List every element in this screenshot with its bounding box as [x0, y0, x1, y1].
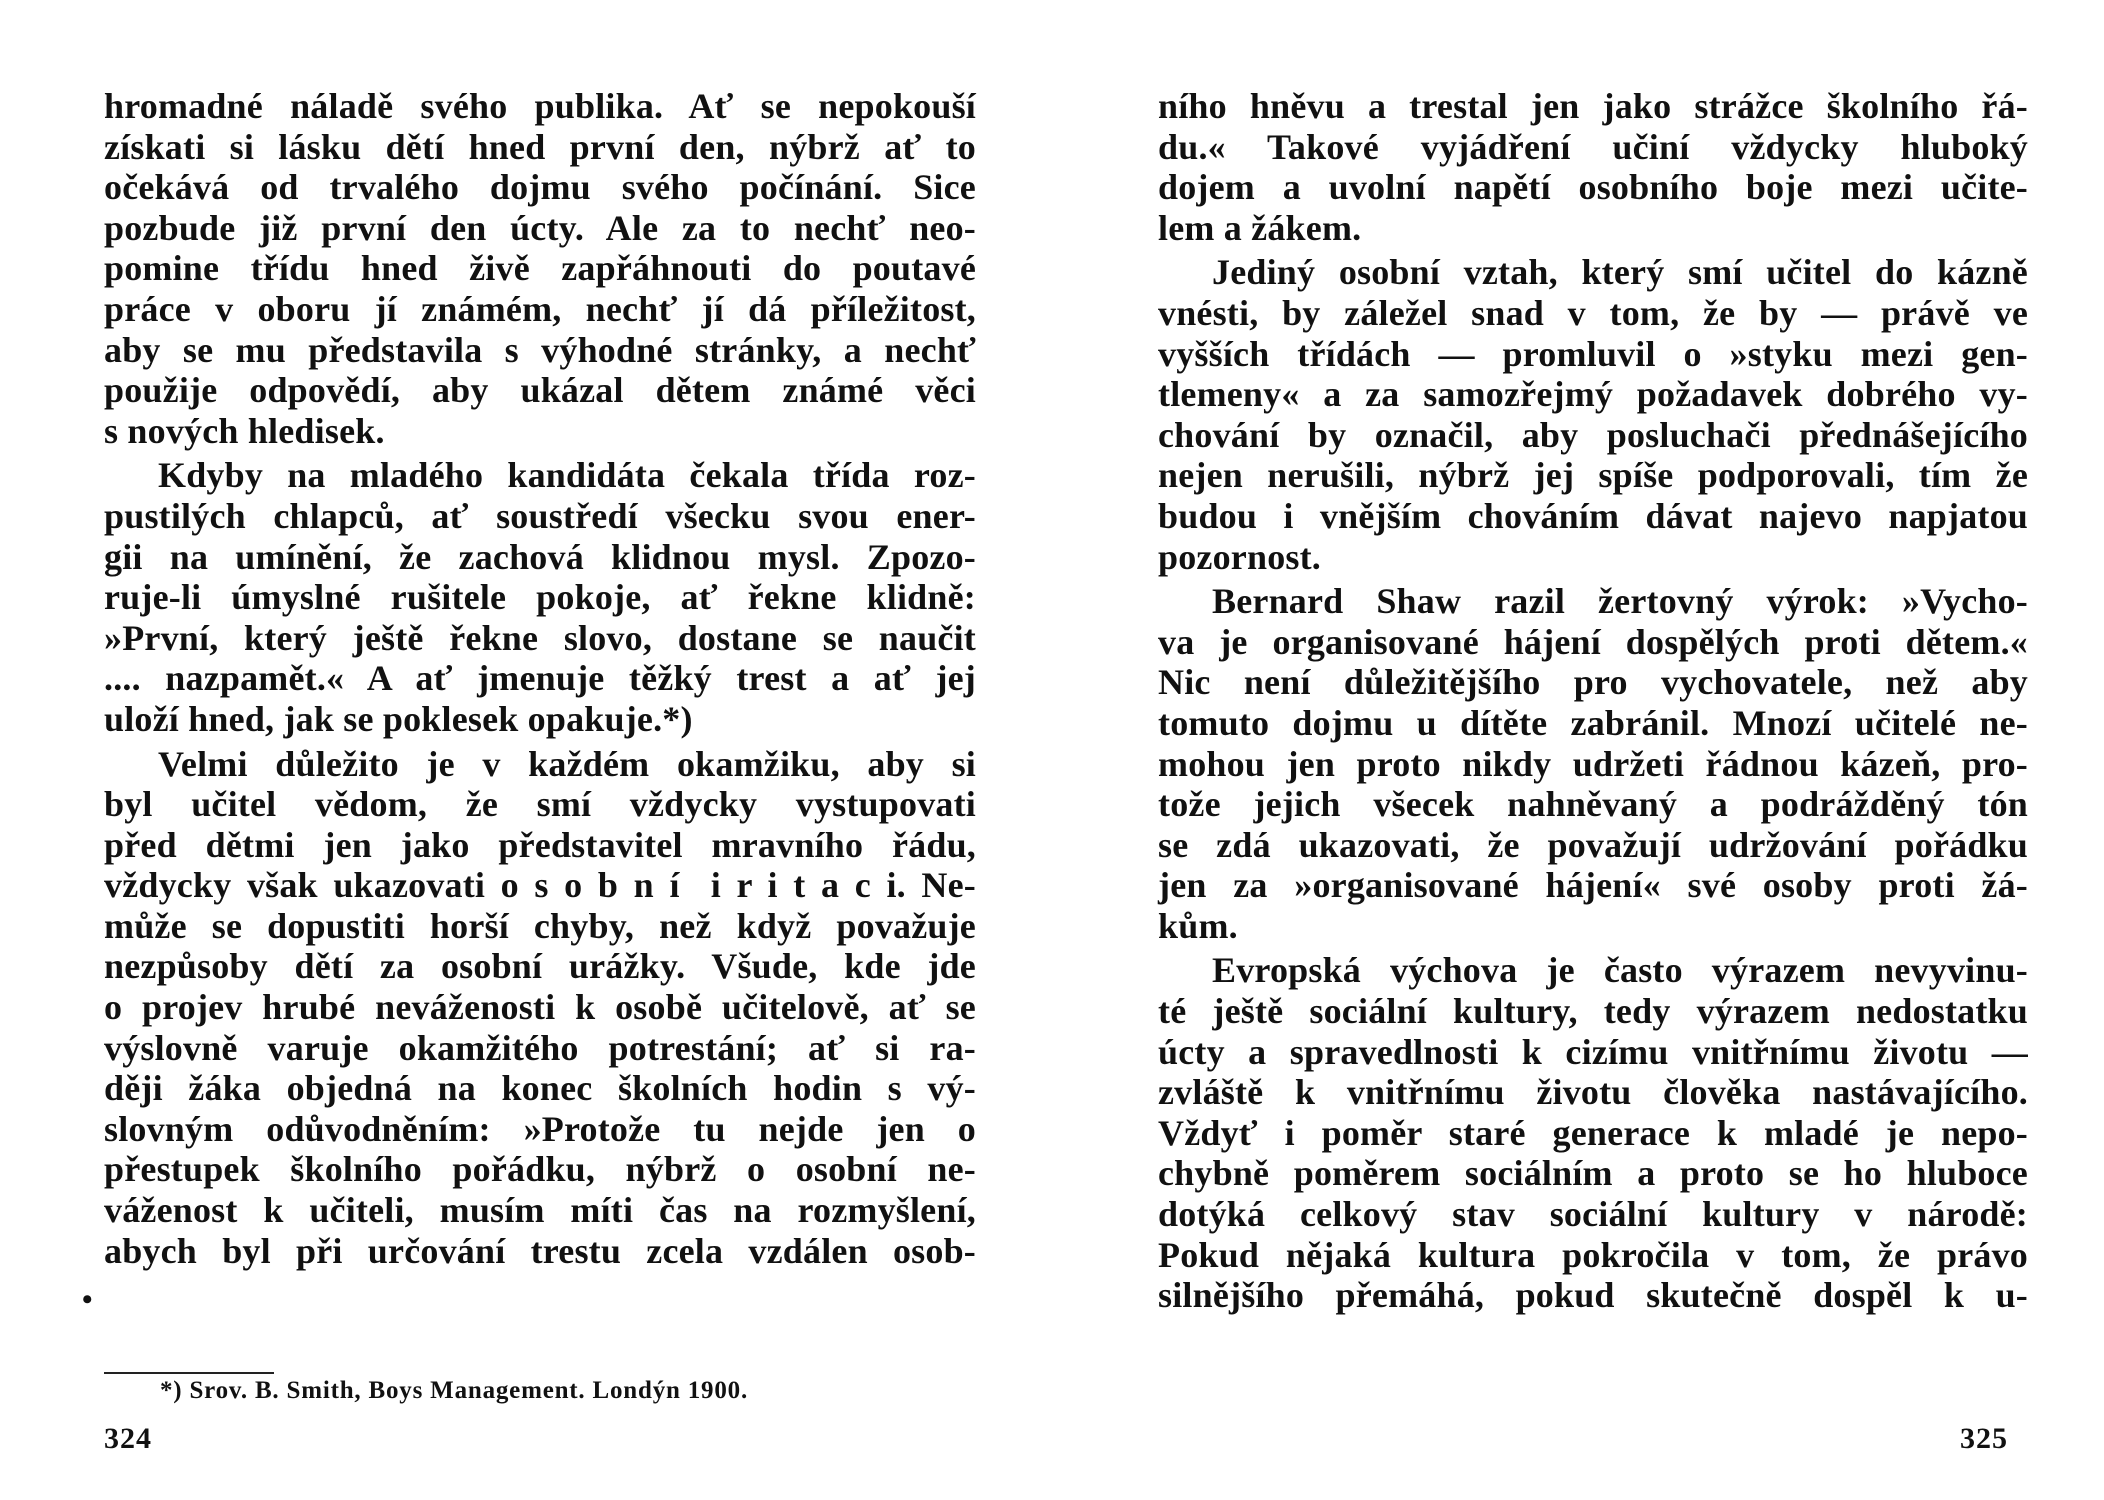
text-line: vnésti, by záležel snad v tom, že by — právě ve: [1158, 292, 2028, 333]
text-line: tože jejich všecek nahněvaný a podrážděný tón: [1158, 784, 2028, 825]
text-line: uloží hned, jak se poklesek opakuje.*): [104, 698, 693, 739]
footnote-divider: [104, 1372, 274, 1374]
text-line: přestupek školního pořádku, nýbrž o osobní ne-: [104, 1149, 976, 1190]
text-line: ruje-li úmyslné rušitele pokoje, ať řekne klidně:: [104, 577, 976, 618]
text-line: může se dopustiti horší chyby, než když považuje: [104, 905, 976, 946]
footnote: *) Srov. B. Smith, Boys Management. Londýn 1900.: [160, 1377, 749, 1404]
text-line: hromadné náladě svého publika. Ať se nepokouší: [104, 86, 976, 126]
text-line: Pokud nějaká kultura pokročila v tom, že právo: [1158, 1234, 2028, 1275]
text-line: získati si lásku dětí hned první den, nýbrž ať to: [104, 126, 976, 167]
text-line: budou i vnějším chováním dávat najevo napjatou: [1158, 495, 2028, 536]
text-line: ději žáka objedná na konec školních hodin s vý-: [104, 1068, 976, 1109]
text-line: Vždyť i poměr staré generace k mladé je nepo-: [1158, 1112, 2028, 1153]
text-line: o projev hrubé neváženosti k osobě učitelově, ať se: [104, 987, 976, 1028]
text-line: gii na umínění, že zachová klidnou mysl. Zpozo-: [104, 536, 976, 577]
text-line: pozbude již první den úcty. Ale za to nechť neo-: [104, 207, 976, 248]
text-line: zvláště k vnitřnímu životu člověka nastávajícího.: [1158, 1072, 2028, 1113]
text-line: aby se mu představila s výhodné stránky, a nechť: [104, 329, 976, 370]
text-line: jen za »organisované hájení« své osoby proti žá-: [1158, 865, 2028, 906]
text-line: slovným odůvodněním: »Protože tu nejde jen o: [104, 1108, 976, 1149]
paragraph-start-line: Evropská výchova je často výrazem nevyvinu-: [1212, 950, 2028, 991]
text-line: pomine třídu hned živě zapřáhnouti do poutavé: [104, 248, 976, 289]
page-number: 325: [1960, 1422, 2008, 1455]
text-line: pustilých chlapců, ať soustředí všecku svou ener-: [104, 495, 976, 536]
text-line: úcty a spravedlnosti k cizímu vnitřnímu životu —: [1158, 1031, 2028, 1072]
text-line: ního hněvu a trestal jen jako strážce školního řá-: [1158, 86, 2028, 126]
text-line: chybně poměrem sociálním a proto se ho hluboce: [1158, 1153, 2028, 1194]
text-line: .... nazpamět.« A ať jmenuje těžký trest a ať jej: [104, 658, 976, 699]
text-line: lem a žákem.: [1158, 207, 1362, 248]
paragraph-start-line: Kdyby na mladého kandidáta čekala třída roz-: [158, 455, 976, 496]
text-line: Nic není důležitějšího pro vychovatele, než aby: [1158, 662, 2028, 703]
text-line: »První, který ještě řekne slovo, dostane se naučit: [104, 617, 976, 658]
text-line: práce v oboru jí známém, nechť jí dá příležitost,: [104, 288, 976, 329]
margin-mark: •: [82, 1283, 93, 1316]
text-line: nejen nerušili, nýbrž jej spíše podporovali, tím že: [1158, 455, 2028, 496]
paragraph-start-line: Bernard Shaw razil žertovný výrok: »Vycho-: [1212, 581, 2028, 622]
page-number: 324: [104, 1422, 152, 1455]
text-line: pozornost.: [1158, 536, 1321, 577]
paragraph-start-line: Velmi důležito je v každém okamžiku, aby si: [158, 743, 976, 784]
text-line: dotýká celkový stav sociální kultury v národě:: [1158, 1194, 2028, 1235]
right-page-text: [1158, 86, 2028, 1316]
text-line: mohou jen proto nikdy udržeti řádnou kázeň, pro-: [1158, 743, 2028, 784]
paragraph-start-line: Jediný osobní vztah, který smí učitel do kázně: [1212, 252, 2028, 293]
text-line: silnějšího přemáhá, pokud skutečně dospěl k u-: [1158, 1275, 2028, 1316]
text-line: tomuto dojmu u dítěte zabránil. Mnozí učitelé ne-: [1158, 702, 2028, 743]
text-line: vždycky však ukazovati o s o b n í i r i t a c i. Ne-: [104, 865, 976, 906]
text-line: očekává od trvalého dojmu svého počínání. Sice: [104, 167, 976, 208]
text-line: váženost k učiteli, musím míti čas na rozmyšlení,: [104, 1190, 976, 1231]
text-line: použije odpovědí, aby ukázal dětem známé věci: [104, 370, 976, 411]
text-line: du.« Takové vyjádření učiní vždycky hluboký: [1158, 126, 2028, 167]
text-line: tlemeny« a za samozřejmý požadavek dobrého vy-: [1158, 374, 2028, 415]
text-line: abych byl při určování trestu zcela vzdálen osob-: [104, 1230, 976, 1271]
text-line: před dětmi jen jako představitel mravního řádu,: [104, 824, 976, 865]
text-line: výslovně varuje okamžitého potrestání; ať si ra-: [104, 1027, 976, 1068]
left-page-text: [104, 86, 976, 1271]
text-line: chování by označil, aby posluchači přednášejícího: [1158, 414, 2028, 455]
text-line: se zdá ukazovati, že považují udržování pořádku: [1158, 824, 2028, 865]
text-line: nezpůsoby dětí za osobní urážky. Všude, kde jde: [104, 946, 976, 987]
text-line: kům.: [1158, 905, 1238, 946]
right-page: [1052, 0, 2104, 1500]
text-line: té ještě sociální kultury, tedy výrazem nedostatku: [1158, 991, 2028, 1032]
text-line: byl učitel vědom, že smí vždycky vystupovati: [104, 784, 976, 825]
text-line: va je organisované hájení dospělých proti dětem.«: [1158, 621, 2028, 662]
text-line: vyšších třídách — promluvil o »styku mezi gen-: [1158, 333, 2028, 374]
text-line: dojem a uvolní napětí osobního boje mezi učite-: [1158, 167, 2028, 208]
text-line: s nových hledisek.: [104, 410, 385, 451]
